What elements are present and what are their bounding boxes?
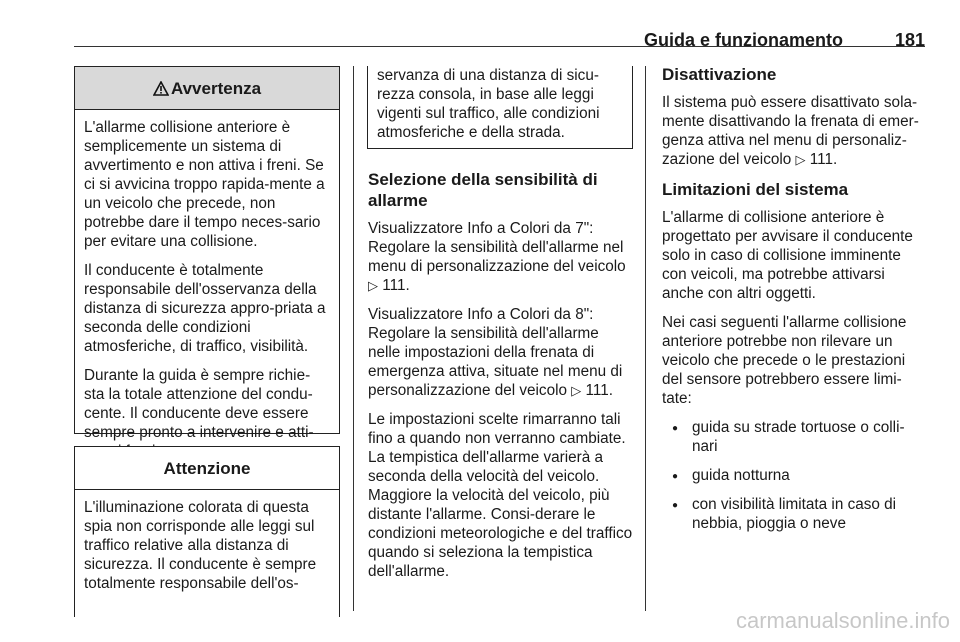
paragraph: Nei casi seguenti l'allarme collisione anteriore potrebbe non rilevare un veicolo che precede o le prestazioni del sensore potrebbero essere limi-tate: — [662, 314, 907, 407]
page-ref-icon: ▷ — [368, 278, 378, 293]
page-ref-icon: ▷ — [571, 383, 582, 398]
page-ref[interactable]: 111. — [382, 277, 410, 294]
limitations-list — [662, 418, 926, 533]
list-item: ● guida notturna — [662, 466, 926, 485]
column-divider — [645, 66, 646, 611]
caution-box-header — [75, 447, 339, 490]
list-item: ● con visibilità limitata in caso di nebbia, pioggia o neve — [662, 495, 926, 533]
section-title: Guida e funzionamento — [644, 30, 844, 50]
warning-box-header — [75, 67, 339, 110]
watermark: carmanualsonline.info — [735, 608, 950, 633]
page-ref[interactable]: 111. — [585, 382, 613, 399]
caution-paragraph: L'illuminazione colorata di questa spia non corrisponde alle leggi sul traffico relative alla distanza di sicurezza. Il conducente è sempre totalmente responsabile dell'os- — [84, 499, 317, 592]
paragraph: L'allarme di collisione anteriore è progettato per avvisare il conducente solo in caso di collisione imminente con veicoli, ma potrebbe attivarsi anche con altri oggetti. — [662, 209, 913, 302]
list-item: ● guida su strade tortuose o colli-nari — [662, 418, 926, 456]
paragraph: Il sistema può essere disattivato sola-mente disattivando la frenata di emer-genza attiva nel menu di personaliz-zazione del veicolo ▷ 111. — [662, 94, 919, 168]
warning-box-title: Avvertenza — [170, 78, 262, 98]
caution-box-title: Attenzione — [163, 458, 251, 478]
paragraph: Visualizzatore Info a Colori da 7": Regolare la sensibilità dell'allarme nel menu di personalizzazione del veicolo ▷ 111. — [368, 220, 626, 294]
warning-paragraph: L'allarme collisione anteriore è semplicemente un sistema di avvertimento e non attiva i freni. Se ci si avvicina troppo rapida-mente a un veicolo che precede, non potrebbe dare il tempo neces-sario per evitare una collisione. — [84, 119, 325, 250]
warning-paragraph: Il conducente è totalmente responsabile dell'osservanza della distanza di sicurezza appro-priata a seconda delle condizioni atmosferiche, di traffico, visibilità. — [84, 262, 326, 355]
heading-deactivation: Disattivazione — [662, 65, 777, 84]
caution-continued-text: servanza di una distanza di sicu-rezza consola, in base alle leggi vigenti sul traffico, alle condizioni atmosferiche e della strada. — [377, 67, 600, 141]
page-ref-icon: ▷ — [795, 152, 806, 167]
caution-box-continued — [367, 66, 633, 149]
heading-sensitivity: Selezione della sensibilità di allarme — [368, 170, 598, 210]
page-header — [74, 0, 925, 50]
warning-box — [74, 66, 340, 441]
column-2 — [368, 66, 633, 591]
paragraph: Visualizzatore Info a Colori da 8": Regolare la sensibilità dell'allarme nelle impostazioni della frenata di emergenza attiva, situate nel menu di personalizzazione del veicolo ▷ 111. — [368, 306, 623, 399]
column-divider — [353, 66, 354, 611]
warning-paragraph: Durante la guida è sempre richie-sta la totale attenzione del condu-cente. Il conducente deve essere sempre pronto a intervenire e atti- — [84, 367, 314, 441]
heading-limitations: Limitazioni del sistema — [662, 180, 849, 199]
column-3 — [662, 64, 926, 543]
page-ref[interactable]: 111. — [809, 151, 838, 168]
paragraph: Le impostazioni scelte rimarranno tali fino a quando non verranno cambiate. La tempistica dell'allarme varierà a seconda della velocità del veicolo. Maggiore la velocità del veicolo, più distante l'allarme. Consi-derare le condizioni meteorologiche e del traffico quando si seleziona la tempistica dell'allarme. — [368, 411, 633, 580]
page-number: 181 — [894, 30, 925, 50]
warning-triangle-icon — [153, 81, 169, 96]
caution-box — [74, 446, 340, 617]
